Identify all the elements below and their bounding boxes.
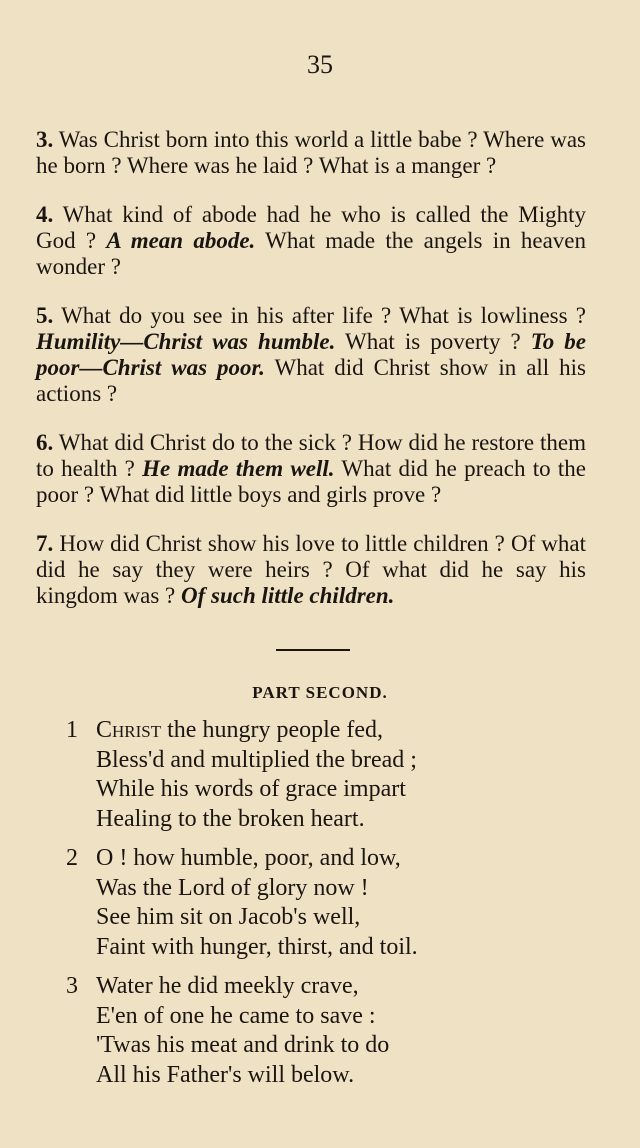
verse-first-rest: O ! how humble, poor, and low, [96,845,401,871]
part-title: PART SECOND. [252,683,388,702]
hymn [66,716,566,1100]
question-list [36,104,586,617]
answer-text: Humility—Christ was humble. [36,329,336,354]
question-text: Was Christ born into this world a little babe ? Where was he born ? Where was he laid ? What is a manger ? [36,127,587,178]
question-text: What did Christ show in all his actions ? [36,355,586,406]
question-paragraph [36,202,586,280]
verse-first-word: Christ [96,717,162,743]
verse [66,844,566,962]
verse [66,716,566,834]
verse-line [96,972,566,1002]
verse-number: 3 [66,973,78,999]
verse-line [96,716,566,746]
question-paragraph [36,303,586,407]
verse [66,972,566,1090]
question-number: 7. [36,531,54,556]
answer-text: Of such little children. [181,583,395,608]
verse-line: See him sit on Jacob's well, [96,904,361,930]
verse-first-rest: the hungry people fed, [161,717,384,743]
verse-line: E'en of one he came to save : [96,1002,376,1029]
verse-line [96,844,566,874]
question-text: How did Christ show his love to little children ? Of what did he say they were heirs ? Of what did he say his kingdom was ? [36,531,587,608]
question-paragraph [36,531,586,609]
verse-number: 2 [66,845,78,871]
question-number: 3. [36,127,54,152]
answer-text: A mean abode. [106,228,256,253]
verse-first-rest: Water he did meekly crave, [96,973,359,999]
question-number: 6. [36,430,54,455]
question-number: 4. [36,202,54,227]
question-text: What did he preach to the poor ? What did little boys and girls prove ? [36,456,587,507]
page-number: 35 [307,50,333,79]
verse-line: Healing to the broken heart. [96,805,365,832]
question-text: What do you see in his after life ? What is lowliness ? [61,303,586,328]
question-text: What is poverty ? [345,329,521,354]
verse-line: 'Twas his meat and drink to do [96,1032,390,1058]
question-text: What did Christ do to the sick ? How did he restore them to health ? [36,430,586,481]
verse-line: Was the Lord of glory now ! [96,874,369,901]
verse-line: While his words of grace impart [96,776,406,802]
verse-number: 1 [66,717,78,743]
question-paragraph [36,127,586,179]
answer-text: To be poor—Christ was poor. [36,329,586,380]
question-paragraph [36,430,586,508]
verse-line: Faint with hunger, thirst, and toil. [96,933,418,960]
question-text: What made the angels in heaven wonder ? [36,228,586,279]
section-divider [276,649,350,651]
question-number: 5. [36,303,54,328]
verse-line: Bless'd and multiplied the bread ; [96,746,417,773]
question-text: What kind of abode had he who is called the Mighty God ? [36,202,586,253]
verse-line: All his Father's will below. [96,1061,355,1088]
answer-text: He made them well. [142,456,335,481]
